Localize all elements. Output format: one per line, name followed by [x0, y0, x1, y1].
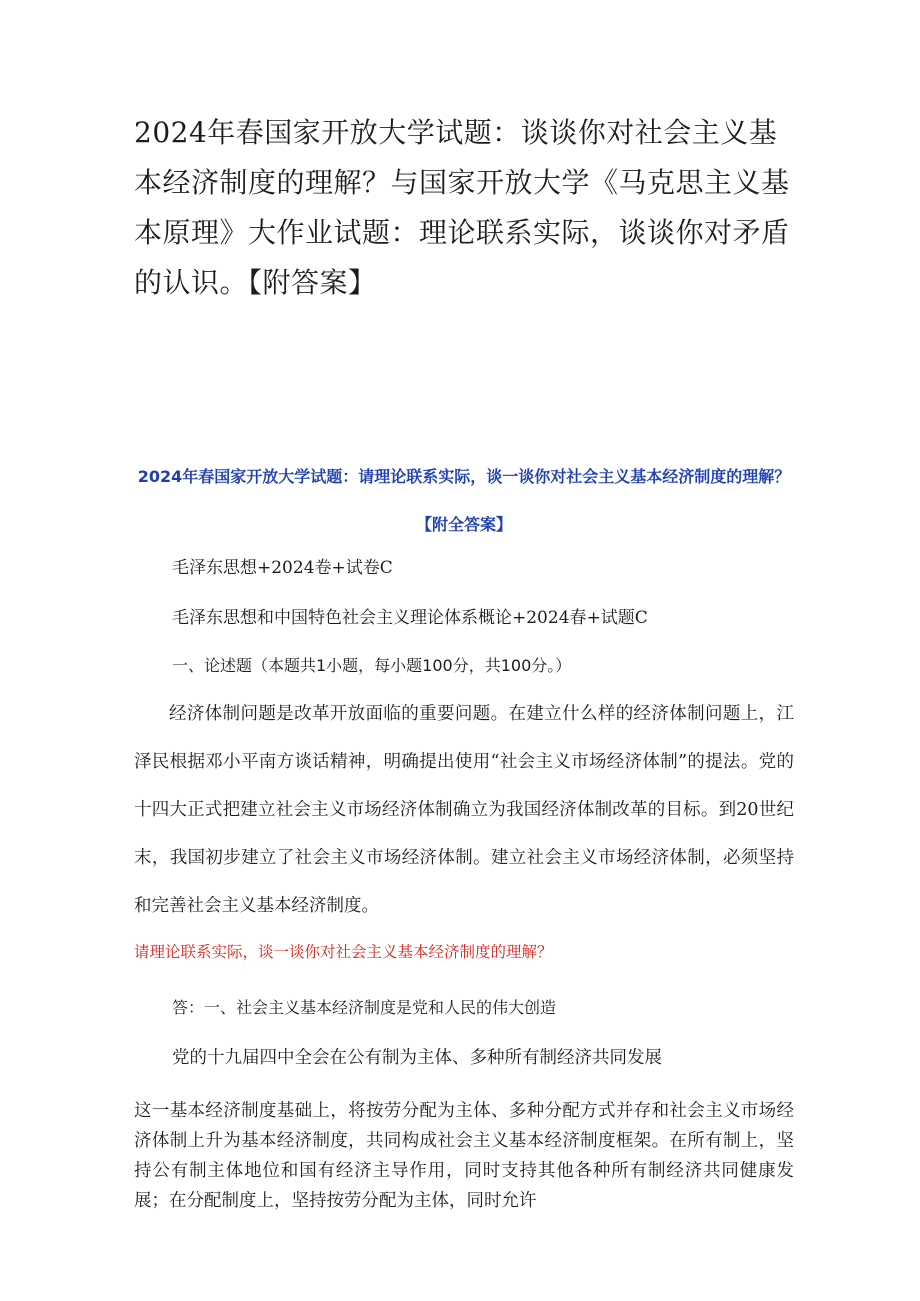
sub-title: 2024年春国家开放大学试题：请理论联系实际，谈一谈你对社会主义基本经济制度的理解？【附全答案】	[137, 467, 791, 534]
answer-line-1: 党的十九届四中全会在公有制为主体、多种所有制经济共同发展	[172, 1048, 662, 1068]
answer-heading: 答：一、社会主义基本经济制度是党和人民的伟大创造	[172, 998, 557, 1017]
answer-paragraph: 这一基本经济制度基础上，将按劳分配为主体、多种分配方式并存和社会主义市场经济体制上升为基本经济制度，共同构成社会主义基本经济制度框架。在所有制上，坚持公有制主体地位和国有经济主导作用，同时支持其他各种所有制经济共同健康发展；在分配制度上，坚持按劳分配为主体，同时允许	[134, 1101, 794, 1211]
question-text: 请理论联系实际，谈一谈你对社会主义基本经济制度的理解？	[134, 943, 553, 961]
meta-line-1: 毛泽东思想+2024卷+试卷C	[172, 558, 393, 578]
section-heading: 一、论述题（本题共1小题，每小题100分，共100分。）	[172, 656, 572, 675]
main-title: 2024年春国家开放大学试题：谈谈你对社会主义基本经济制度的理解？与国家开放大学《马克思主义基本原理》大作业试题：理论联系实际，谈谈你对矛盾的认识。【附答案】	[134, 116, 790, 299]
meta-line-2: 毛泽东思想和中国特色社会主义理论体系概论+2024春+试题C	[172, 608, 648, 628]
intro-paragraph: 经济体制问题是改革开放面临的重要问题。在建立什么样的经济体制问题上，江泽民根据邓小平南方谈话精神，明确提出使用“社会主义市场经济体制”的提法。党的十四大正式把建立社会主义市场经济体制确立为我国经济体制改革的目标。到20世纪末，我国初步建立了社会主义市场经济体制。建立社会主义市场经济体制，必须坚持和完善社会主义基本经济制度。	[134, 704, 794, 916]
